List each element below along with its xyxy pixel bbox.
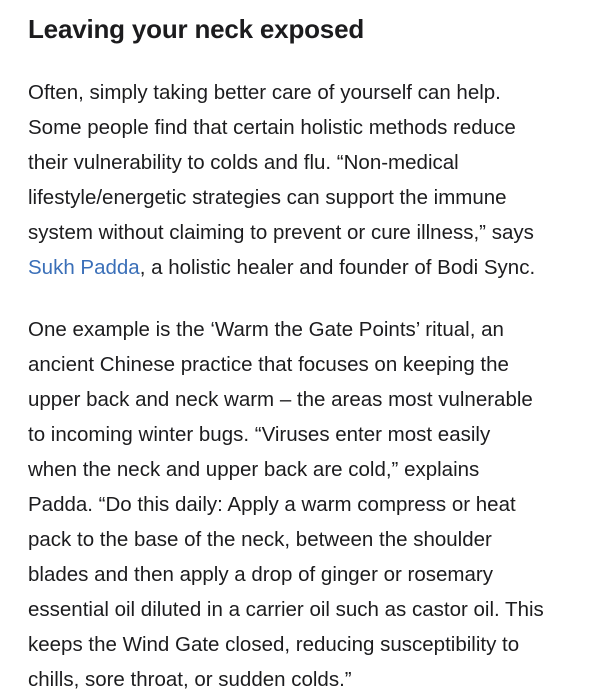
paragraph-intro: [28, 75, 588, 285]
text-line: lifestyle/energetic strategies can support the immune: [28, 186, 507, 209]
text-line: upper back and neck warm – the areas most vulnerable: [28, 388, 533, 411]
text-after-link: , a holistic healer and founder of Bodi Sync.: [139, 256, 536, 279]
text-line: to incoming winter bugs. “Viruses enter most easily: [28, 423, 491, 446]
text-line: their vulnerability to colds and flu. “Non-medical: [28, 151, 459, 174]
text-line: essential oil diluted in a carrier oil such as castor oil. This: [28, 598, 544, 621]
text-line: Some people find that certain holistic methods reduce: [28, 116, 516, 139]
text-line: keeps the Wind Gate closed, reducing susceptibility to: [28, 633, 520, 656]
section-heading: Leaving your neck exposed: [28, 14, 365, 44]
text-line: One example is the ‘Warm the Gate Points’ ritual, an: [28, 318, 504, 341]
text-line: chills, sore throat, or sudden colds.”: [28, 668, 352, 691]
article: [28, 0, 588, 697]
text-line: Padda. “Do this daily: Apply a warm compress or heat: [28, 493, 516, 516]
text-line: [28, 250, 588, 285]
text-line: Often, simply taking better care of yourself can help.: [28, 81, 501, 104]
text-line: blades and then apply a drop of ginger or rosemary: [28, 563, 493, 586]
text-line: when the neck and upper back are cold,” explains: [28, 458, 480, 481]
paragraph-ritual: [28, 312, 588, 697]
text-line: ancient Chinese practice that focuses on keeping the: [28, 353, 509, 376]
text-line: pack to the base of the neck, between the shoulder: [28, 528, 492, 551]
sukh-padda-link[interactable]: Sukh Padda: [28, 256, 140, 279]
text-line: system without claiming to prevent or cure illness,” says: [28, 221, 534, 244]
